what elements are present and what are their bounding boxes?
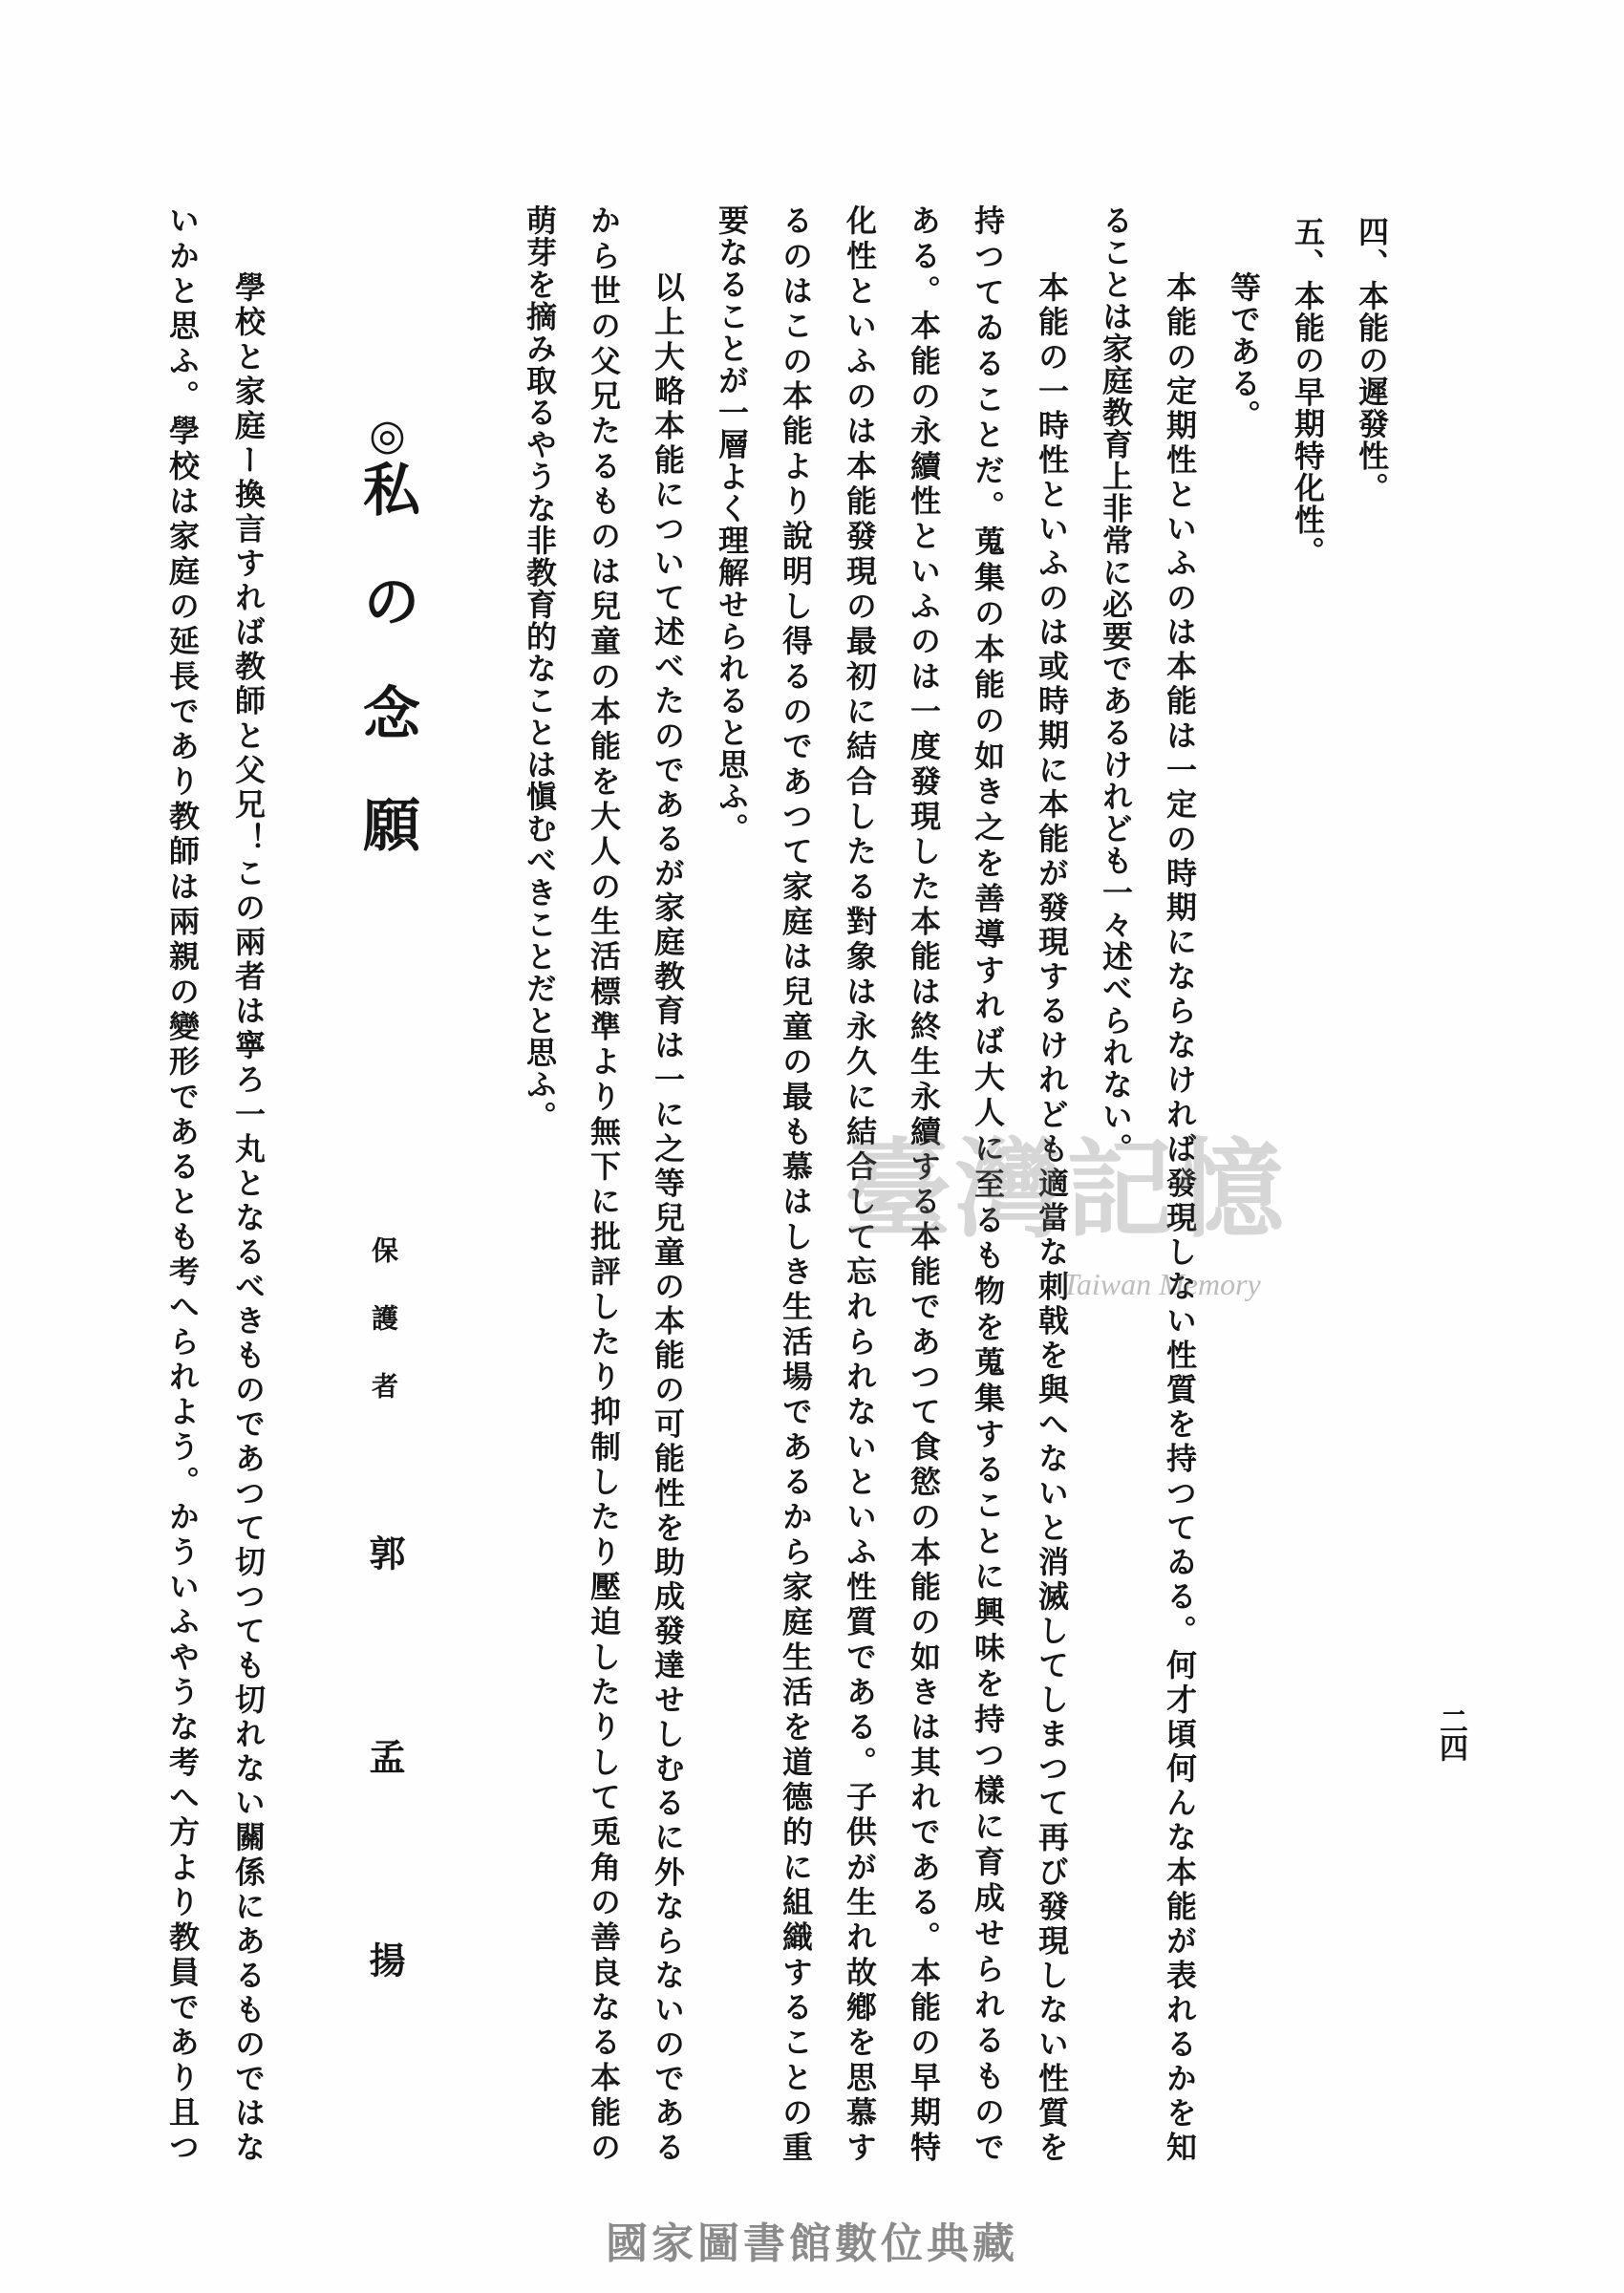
text-column: 萌芽を摘み取るやうな非教育的なことは愼むべきことだと思ふ。 xyxy=(522,204,558,1133)
watermark-subtitle: Taiwan Memory xyxy=(1062,1267,1261,1301)
text-column: 本能の一時性といふのは或時期に本能が發現するけれども適當な刺戟を與へないと消滅してしまつて再び發現しない性質を xyxy=(1034,271,1070,2164)
title-mark: ◎ xyxy=(363,411,412,460)
text-column: 要なることが一層よく理解せられると思ふ。 xyxy=(714,204,750,845)
text-column: 等である。 xyxy=(1226,271,1262,432)
author-role: 保護者 xyxy=(368,1236,399,1440)
text-column: るのはこの本能より說明し得るのであつて家庭は兒童の最も慕はしき生活場であるから家庭生活を道德的に組織することの重 xyxy=(778,204,814,2163)
text-column: 化性といふのは本能發現の最初に結合したる對象は永久に結合して忘れられないといふ性質である。子供が生れ故鄕を思慕す xyxy=(842,204,878,2163)
text-column: 四、本能の遲發性。 xyxy=(1354,216,1390,504)
text-column: ることは家庭教育上非常に必要であるけれども一々述べられない。 xyxy=(1098,204,1134,1165)
essay-text-column: 學校と家庭ー換言すれば教師と父兄！この兩者は寧ろ一丸となるべきものであつて切つても切れない關係にあるものではな xyxy=(230,271,267,2163)
page-number: 二四 xyxy=(1434,1706,1467,1760)
text-column: 本能の定期性といふのは本能は一定の時期にならなければ發現しない性質を持つてゐる。何才頃何んな本能が表れるかを知 xyxy=(1162,271,1198,2163)
author-name: 郭孟揚 xyxy=(363,1534,406,2145)
text-column: 持つてゐることだ。蒐集の本能の如き之を善導すれば大人に至るも物を蒐集することに興味を持つ樣に育成せられるもので xyxy=(970,204,1006,2163)
watermark: 臺灣記憶 xyxy=(844,1127,1288,1253)
archive-footer: 國家圖書館數位典藏 xyxy=(606,2219,1018,2268)
essay-text-column: いかと思ふ。學校は家庭の延長であり教師は兩親の變形であるとも考へられよう。かういふやうな考へ方より教員であり且つ xyxy=(164,204,201,2163)
text-column: ある。本能の永續性といふのは一度發現した本能は終生永續する本能であつて食慾の本能の如きは其れである。本能の早期特 xyxy=(906,204,942,2163)
text-column: 五、本能の早期特化性。 xyxy=(1290,216,1326,568)
essay-title xyxy=(355,411,418,907)
title-text: 私の念願 xyxy=(353,460,420,907)
text-column: 以上大略本能について述べたのであるが家庭教育は一に之等兒童の本能の可能性を助成發達せしむるに外ならないのである xyxy=(650,271,686,2163)
text-column: から世の父兄たるものは兒童の本能を大人の生活標準より無下に批評したり抑制したり壓迫したりして兎角の善良なる本能の xyxy=(586,204,622,2163)
